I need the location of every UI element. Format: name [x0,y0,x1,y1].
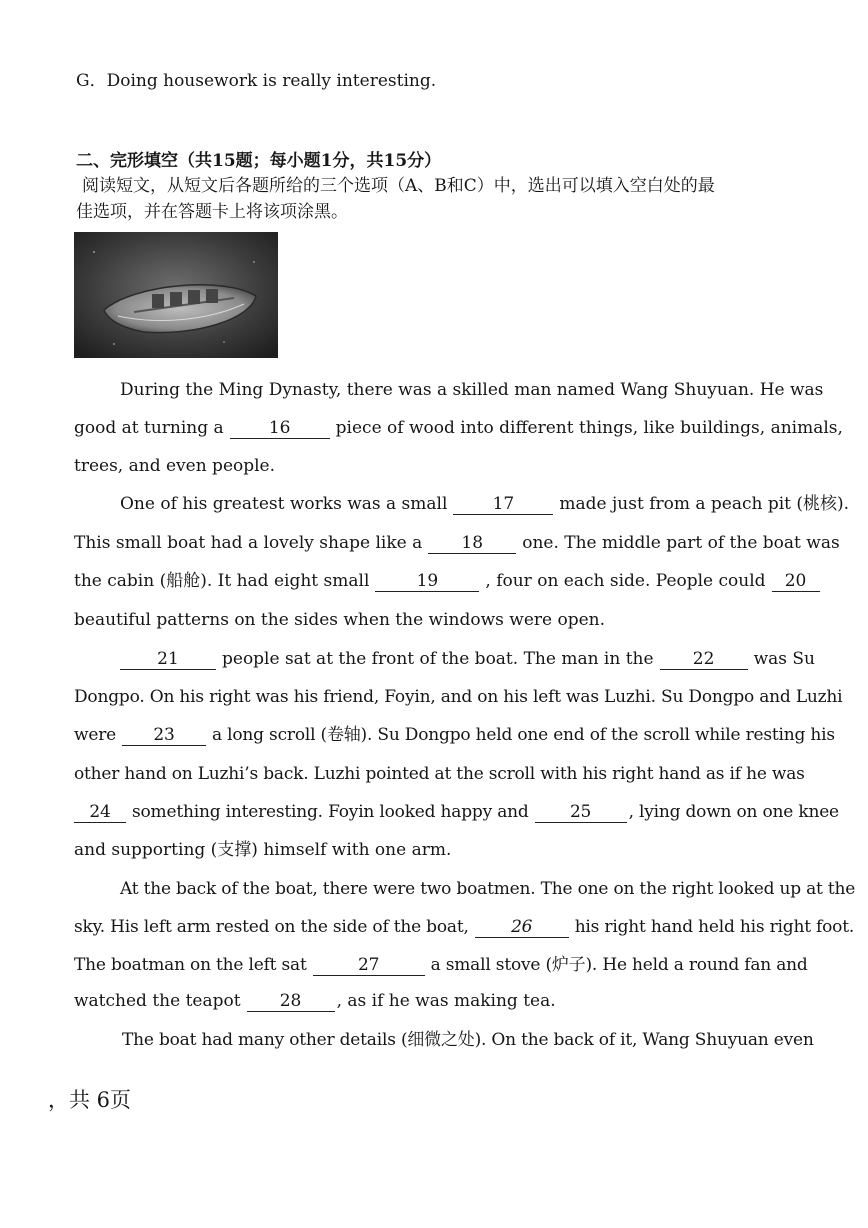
text: something interesting. Foyin looked happy and [132,802,529,822]
text: good at turning a [74,418,224,438]
passage-line-5 [74,532,840,554]
instruction-line-1: 阅读短文，从短文后各题所给的三个选项（A、B和C）中，选出可以填入空白处的最 [82,176,715,196]
blank-18: 18 [428,533,516,554]
text: was Su [753,649,815,669]
passage-line-2 [74,417,843,439]
text: This small boat had a lovely shape like a [74,533,423,553]
passage-line-4 [120,493,849,515]
text: piece of wood into different things, like buildings, animals, [335,418,843,438]
text: made just from a peach pit (桃核). [559,494,850,514]
blank-25: 25 [535,802,627,823]
blank-24: 24 [74,802,126,823]
passage-line-16 [74,954,808,976]
blank-20: 20 [772,571,820,592]
text: The boatman on the left sat [74,955,307,975]
text: a small stove (炉子). He held a round fan and [430,955,808,975]
option-g: G．Doing housework is really interesting. [76,71,437,91]
text: watched the teapot [74,991,241,1011]
blank-22: 22 [660,649,748,670]
text: , four on each side. People could [485,571,766,591]
blank-17: 17 [453,494,553,515]
blank-19: 19 [375,571,479,592]
passage-line-11: other hand on Luzhi’s back. Luzhi pointed at the scroll with his right hand as if he was [74,764,805,784]
passage-line-12 [74,801,839,823]
text: one. The middle part of the boat was [522,533,840,553]
peach-pit-boat-image [74,232,278,358]
passage-line-17 [74,990,556,1012]
blank-21: 21 [120,649,216,670]
passage-line-1: During the Ming Dynasty, there was a skilled man named Wang Shuyuan. He was [120,380,824,400]
passage-line-6 [74,570,820,592]
instruction-line-2: 佳选项，并在答题卡上将该项涂黑。 [76,202,348,222]
blank-16: 16 [230,418,330,439]
text: sky. His left arm rested on the side of the boat, [74,917,469,937]
text: , as if he was making tea. [336,991,556,1011]
passage-line-15 [74,916,854,938]
passage-line-9: Dongpo. On his right was his friend, Foyin, and on his left was Luzhi. Su Dongpo and Luzhi [74,687,843,707]
passage-line-18: The boat had many other details (细微之处). On the back of it, Wang Shuyuan even [122,1030,814,1050]
text: people sat at the front of the boat. The man in the [222,649,654,669]
passage-line-13: and supporting (支撑) himself with one arm. [74,840,452,860]
text: his right hand held his right foot. [574,917,855,937]
page-footer: ，共 6页 [48,1088,132,1112]
text: , lying down on one knee [628,802,839,822]
passage-line-7: beautiful patterns on the sides when the windows were open. [74,610,606,630]
text: One of his greatest works was a small [120,494,448,514]
passage-line-10 [74,724,835,746]
blank-26: 26 [475,917,569,938]
blank-28: 28 [247,991,335,1012]
blank-23: 23 [122,725,206,746]
blank-27: 27 [313,955,425,976]
text: the cabin (船舱). It had eight small [74,571,370,591]
passage-line-14: At the back of the boat, there were two boatmen. The one on the right looked up at the [120,879,856,899]
peach-pit-boat-photo [74,232,278,358]
text: a long scroll (卷轴). Su Dongpo held one end of the scroll while resting his [212,725,835,745]
passage-line-8 [120,648,815,670]
text: were [74,725,116,745]
passage-line-3: trees, and even people. [74,456,276,476]
section-title: 二、完形填空（共15题；每小题1分，共15分） [76,151,442,171]
